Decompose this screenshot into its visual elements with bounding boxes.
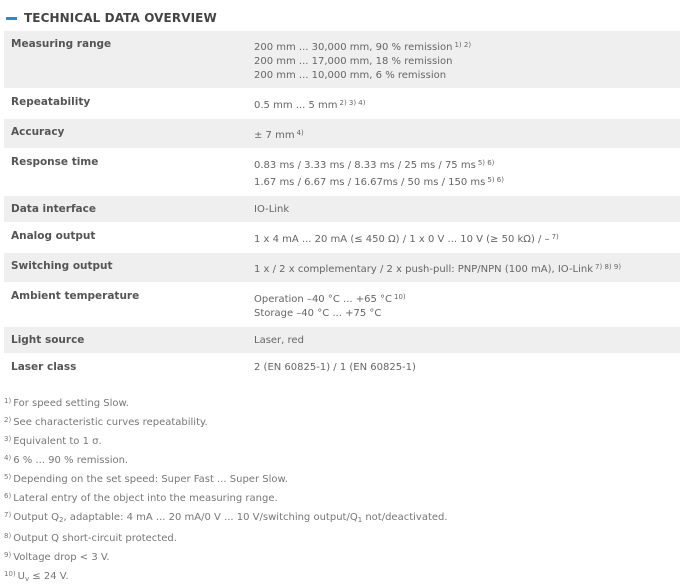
footnote [4, 566, 680, 587]
spec-value-line [254, 230, 680, 247]
spec-row [4, 89, 680, 119]
spec-value-line [254, 96, 680, 113]
spec-value [254, 253, 680, 282]
spec-row [4, 354, 680, 381]
spec-value-text: 2 (EN 60825-1) / 1 (EN 60825-1) [254, 362, 416, 373]
section-title: TECHNICAL DATA OVERVIEW [24, 11, 217, 25]
spec-value-line [254, 361, 680, 375]
technical-data-panel [4, 6, 680, 587]
footnote-mark: 4) [4, 454, 12, 462]
spec-row [4, 31, 680, 89]
spec-label: Accuracy [11, 126, 65, 138]
spec-value-line [254, 38, 680, 55]
spec-value [254, 283, 680, 326]
footnote-text: Output Q short-circuit protected. [13, 533, 177, 544]
spec-row [4, 223, 680, 253]
footnote-mark: 5) [4, 473, 12, 481]
spec-row [4, 283, 680, 327]
footnote-text: Equivalent to 1 σ. [13, 436, 102, 447]
spec-value-text: 0.83 ms / 3.33 ms / 8.33 ms / 25 ms / 75 ms [254, 160, 476, 171]
footnote-text: See characteristic curves repeatability. [13, 417, 208, 428]
spec-value-line [254, 173, 680, 190]
footnote-ref: 4) [296, 129, 304, 137]
spec-value [254, 31, 680, 88]
spec-value-text: Laser, red [254, 335, 304, 346]
spec-value-line [254, 156, 680, 173]
spec-value-text: 1 x 4 mA ... 20 mA (≤ 450 Ω) / 1 x 0 V ... 10 V (≥ 50 kΩ) / – [254, 234, 550, 245]
spec-row [4, 149, 680, 196]
footnote-mark: 10) [4, 570, 16, 578]
spec-label: Analog output [11, 230, 96, 242]
footnote [4, 507, 680, 528]
spec-table [4, 31, 680, 381]
footnote [4, 412, 680, 431]
spec-value-text: 200 mm ... 17,000 mm, 18 % remission [254, 56, 453, 67]
footnote [4, 528, 680, 547]
footnote-subscript: v [24, 575, 30, 583]
spec-value-line [254, 307, 680, 321]
spec-row [4, 196, 680, 223]
footnote-mark: 7) [4, 511, 12, 519]
footnote [4, 547, 680, 566]
footnote-subscript: 1 [357, 516, 363, 524]
spec-label: Measuring range [11, 38, 112, 50]
spec-value-line [254, 290, 680, 307]
footnote [4, 450, 680, 469]
spec-row [4, 119, 680, 149]
footnote-text: 6 % ... 90 % remission. [13, 455, 129, 466]
spec-value-text: IO-Link [254, 204, 290, 215]
spec-label: Data interface [11, 203, 96, 215]
spec-value-text: 200 mm ... 10,000 mm, 6 % remission [254, 70, 447, 81]
spec-value-line [254, 69, 680, 83]
footnotes [4, 393, 680, 587]
footnote-text: Voltage drop < 3 V. [13, 552, 110, 563]
footnote-ref: 1) 2) [454, 41, 472, 49]
footnote [4, 431, 680, 450]
footnote-ref: 10) [394, 293, 406, 301]
spec-label: Response time [11, 156, 99, 168]
footnote-mark: 3) [4, 435, 12, 443]
footnote-ref: 2) 3) 4) [339, 99, 366, 107]
spec-label: Laser class [11, 361, 77, 373]
spec-value-line [254, 203, 680, 217]
spec-value [254, 223, 680, 252]
spec-row [4, 253, 680, 283]
spec-value-text: 200 mm ... 30,000 mm, 90 % remission [254, 42, 453, 53]
spec-row [4, 327, 680, 354]
spec-value-text: Storage –40 °C ... +75 °C [254, 308, 382, 319]
footnote-text: Depending on the set speed: Super Fast ... Super Slow. [13, 474, 288, 485]
footnote-ref: 7) 8) 9) [595, 263, 622, 271]
footnote [4, 488, 680, 507]
spec-value-text: ± 7 mm [254, 130, 295, 141]
footnote [4, 469, 680, 488]
spec-value-line [254, 334, 680, 348]
spec-value-text: Operation –40 °C ... +65 °C [254, 294, 392, 305]
footnote-ref: 5) 6) [487, 176, 504, 184]
header-accent-bar [6, 17, 17, 20]
spec-value [254, 149, 680, 195]
footnote-subscript: 2 [58, 516, 64, 524]
spec-value [254, 89, 680, 118]
footnote-text: Output Q [13, 512, 59, 523]
footnote-ref: 5) 6) [477, 159, 495, 167]
spec-value-text: 1.67 ms / 6.67 ms / 16.67ms / 50 ms / 150 ms [254, 177, 486, 188]
footnote-text: U [17, 571, 25, 582]
footnote-text: ≤ 24 V. [29, 571, 69, 582]
footnote-text: For speed setting Slow. [13, 398, 129, 409]
spec-value-text: 0.5 mm ... 5 mm [254, 100, 338, 111]
footnote-ref: 7) [551, 233, 559, 241]
footnote-mark: 6) [4, 492, 12, 500]
footnote-text: not/deactivated. [362, 512, 448, 523]
spec-value-line [254, 126, 680, 143]
spec-label: Repeatability [11, 96, 91, 108]
spec-value [254, 196, 680, 222]
footnote-text: Lateral entry of the object into the measuring range. [13, 493, 278, 504]
spec-label: Switching output [11, 260, 113, 272]
spec-value-text: 1 x / 2 x complementary / 2 x push-pull: PNP/NPN (100 mA), IO-Link [254, 264, 594, 275]
section-header [4, 6, 680, 30]
spec-label: Ambient temperature [11, 290, 140, 302]
footnote-mark: 1) [4, 397, 12, 405]
spec-value [254, 354, 680, 380]
footnote-mark: 2) [4, 416, 12, 424]
footnote [4, 393, 680, 412]
spec-value [254, 119, 680, 148]
footnote-text: , adaptable: 4 mA ... 20 mA/0 V ... 10 V/switching output/Q [63, 512, 358, 523]
spec-value [254, 327, 680, 353]
footnote-mark: 9) [4, 551, 12, 559]
spec-label: Light source [11, 334, 85, 346]
spec-value-line [254, 260, 680, 277]
spec-value-line [254, 55, 680, 69]
footnote-mark: 8) [4, 532, 12, 540]
